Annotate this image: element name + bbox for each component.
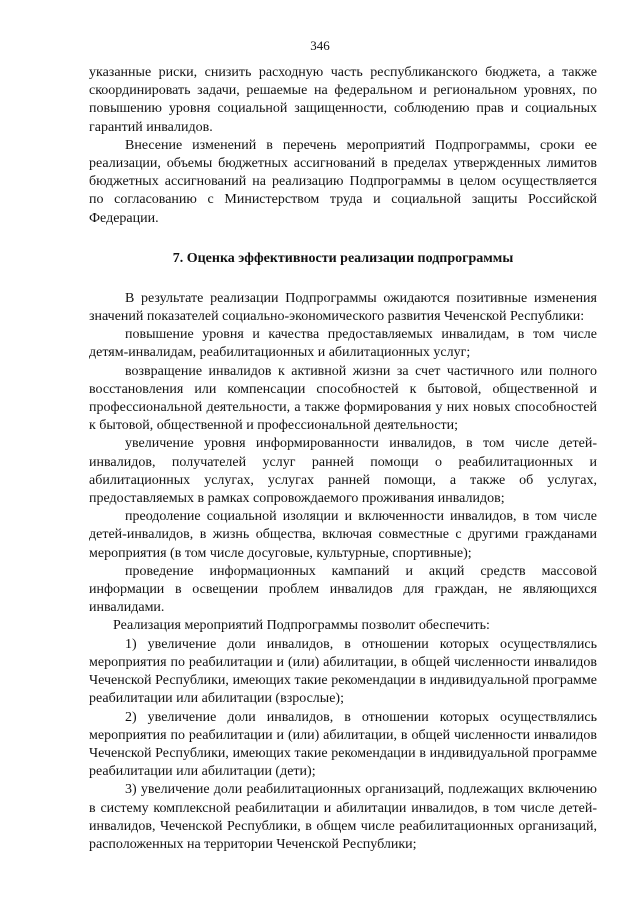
result-item: возвращение инвалидов к активной жизни за счет частичного или полного восстановления или компенсации способностей к бытовой, общественной и профессиональной деятельности, а также формирования у них новых способностей к бытовой, общественной и профессиональной деятельности; [89,363,597,434]
result-item: преодоление социальной изоляции и включенности инвалидов, в том числе детей-инвалидов, в жизнь общества, включая совместные с другими гражданами мероприятия (в том числе досуговые, культурные, спортивные); [89,509,597,561]
result-item: проведение информационных кампаний и акций средств массовой информации в освещении проблем инвалидов для граждан, не являющихся инвалидами. [89,563,597,616]
result-item: повышение уровня и качества предоставляемых инвалидам, в том числе детям-инвалидам, реабилитационных и абилитационных услуг; [89,327,597,361]
document-body [89,64,597,854]
result-item: увеличение уровня информированности инвалидов, в том числе детей-инвалидов, получателей услуг ранней помощи о реабилитационных и абилитационных услугах, услугах ранней помощи, а также об услугах, предоставляемых в рамках сопровождаемого проживания инвалидов; [89,436,597,507]
paragraph-intro-1: указанные риски, снизить расходную часть республиканского бюджета, а также скоординировать задачи, решаемые на федеральном и региональном уровнях, по повышению уровня социальной защищенности, соблюдению прав и социальных гарантий инвалидов. [89,65,597,135]
section-title: 7. Оценка эффективности реализации подпрограммы [172,250,514,266]
paragraph-provision-intro: Реализация мероприятий Подпрограммы позволит обеспечить: [113,618,490,634]
page-number: 346 [310,38,330,53]
provision-item: 3) увеличение доли реабилитационных организаций, подлежащих включению в систему комплексной реабилитации и абилитации инвалидов, в том числе детей-инвалидов, Чеченской Республики, в общем числе реабилитационных организаций, расположенных на территории Чеченской Республики; [89,782,597,852]
paragraph-results-intro: В результате реализации Подпрограммы ожидаются позитивные изменения значений показателей социально-экономического развития Чеченской Республики: [89,290,597,325]
provision-item: 1) увеличение доли инвалидов, в отношении которых осуществлялись мероприятия по реабилитации и (или) абилитации, в общей численности инвалидов Чеченской Республики, имеющих такие рекомендации в индивидуальной программе реабилитации или абилитации (взрослые); [89,636,597,707]
provision-item: 2) увеличение доли инвалидов, в отношении которых осуществлялись мероприятия по реабилитации и (или) абилитации, в общей численности инвалидов Чеченской Республики, имеющих такие рекомендации в индивидуальной программе реабилитации или абилитации (дети); [89,709,597,780]
paragraph-intro-2: Внесение изменений в перечень мероприятий Подпрограммы, сроки ее реализации, объемы бюджетных ассигнований в пределах утвержденных лимитов бюджетных ассигнований на реализацию Подпрограммы в целом осуществляется по согласованию с Министерством труда и социальной защиты Российской Федерации. [89,137,597,226]
